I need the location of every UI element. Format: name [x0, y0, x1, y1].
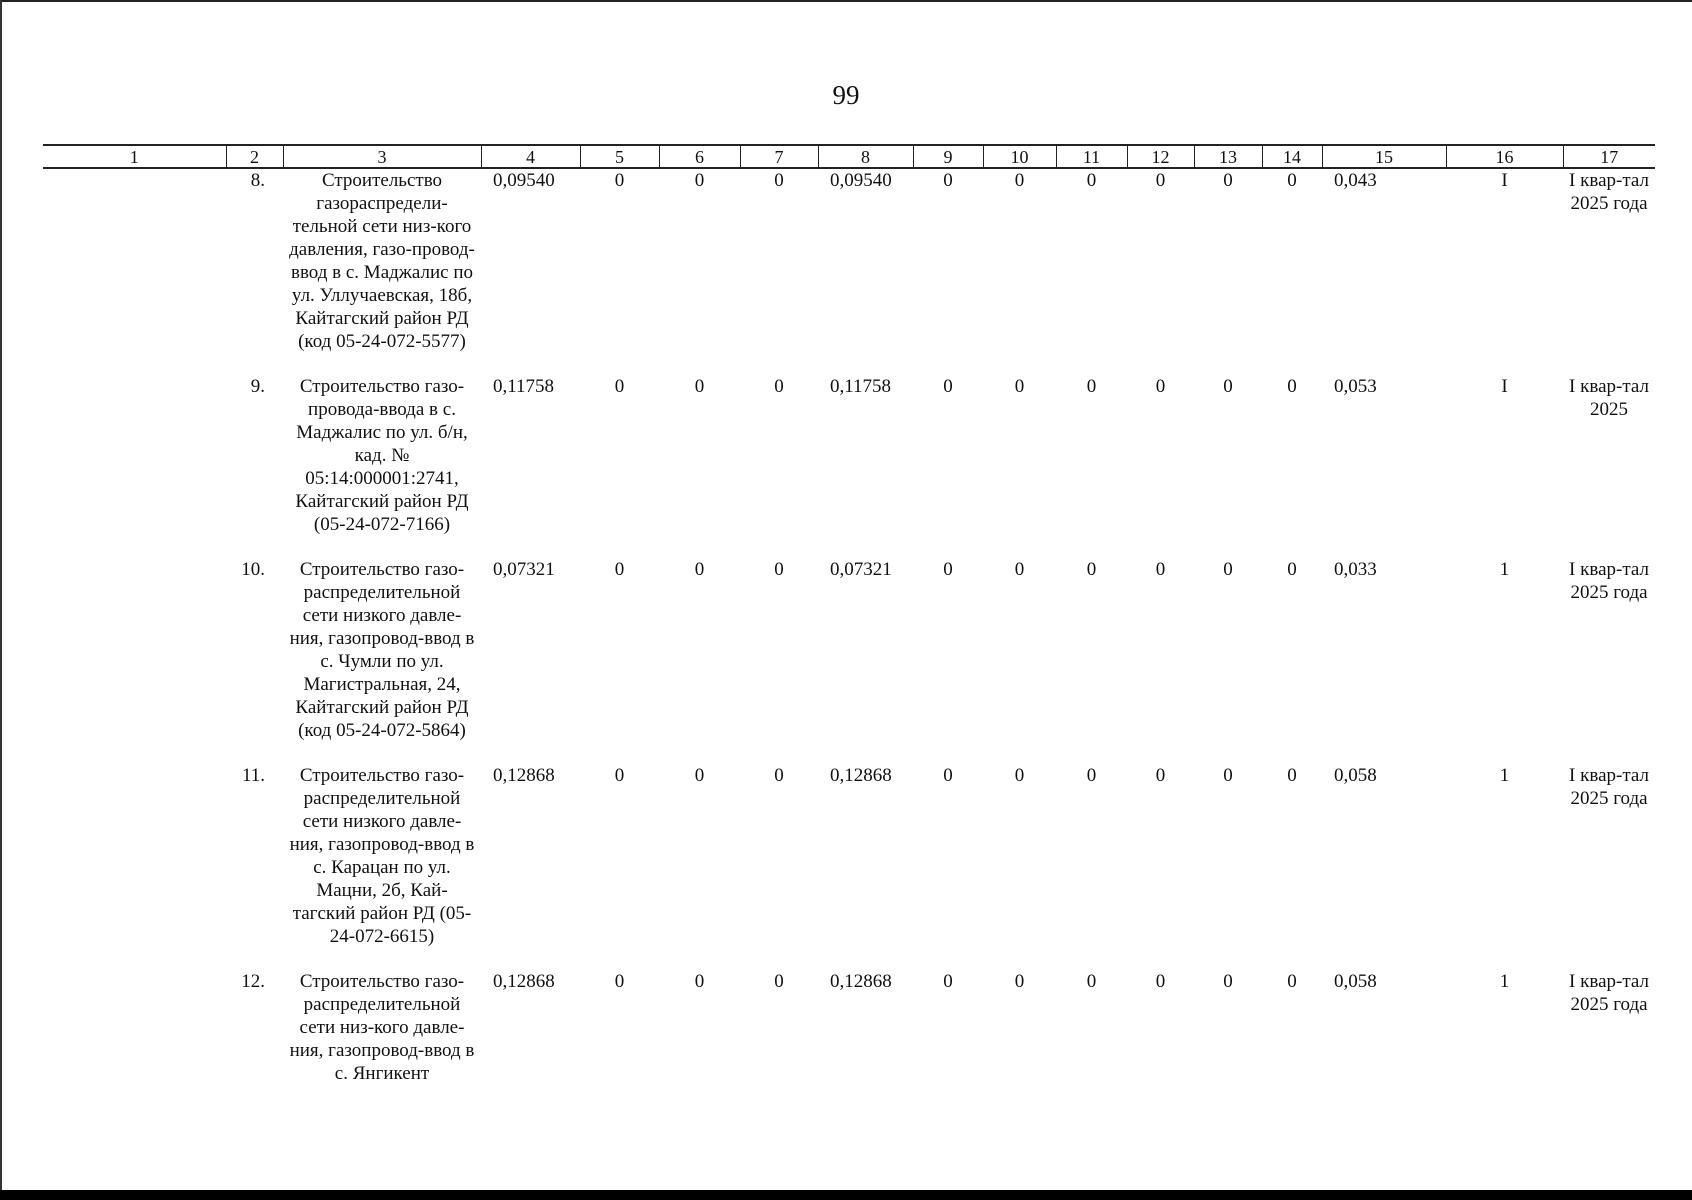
column-header: 2 — [226, 145, 283, 168]
table-row — [43, 970, 1655, 1085]
table-row — [43, 764, 1655, 948]
cell-col10: 0 — [1014, 765, 1025, 786]
cell-col16: 1 — [1499, 765, 1510, 786]
cell-col12: 0 — [1155, 170, 1166, 191]
cell-col10: 0 — [1014, 376, 1025, 397]
cell-col1 — [43, 168, 226, 353]
cell-col6: 0 — [694, 971, 705, 992]
completion-period: I квар-тал 2025 — [1569, 376, 1649, 420]
cell-col11: 0 — [1086, 971, 1097, 992]
cell-col6: 0 — [694, 170, 705, 191]
column-header: 12 — [1127, 145, 1194, 168]
column-header: 14 — [1262, 145, 1322, 168]
row-number: 9. — [250, 376, 265, 397]
cell-col7: 0 — [774, 170, 784, 191]
column-header: 16 — [1446, 145, 1563, 168]
object-description: Строительство газо-распределительной сети низкого давле-ния, газопровод-ввод в с. Карацан по ул. Мацни, 2б, Кай-тагский район РД (05-24-072-6615) — [289, 765, 475, 947]
completion-period: I квар-тал 2025 года — [1569, 559, 1649, 603]
column-header: 8 — [818, 145, 913, 168]
column-header: 4 — [481, 145, 580, 168]
cell-col15: 0,058 — [1334, 765, 1377, 786]
cell-col16: I — [1501, 376, 1508, 397]
row-spacer — [43, 536, 1655, 558]
cell-col12: 0 — [1155, 559, 1166, 580]
column-header: 7 — [740, 145, 818, 168]
cell-col5: 0 — [614, 559, 625, 580]
row-number: 12. — [241, 971, 265, 992]
cell-col9: 0 — [943, 376, 953, 397]
cell-col8: 0,11758 — [830, 376, 892, 397]
column-header: 11 — [1056, 145, 1127, 168]
cell-col14: 0 — [1287, 376, 1297, 397]
table-row — [43, 375, 1655, 536]
row-spacer — [43, 742, 1655, 764]
row-spacer — [43, 353, 1655, 375]
row-number: 8. — [250, 170, 265, 191]
column-header: 6 — [659, 145, 740, 168]
cell-col7: 0 — [774, 765, 784, 786]
completion-period: I квар-тал 2025 года — [1569, 971, 1649, 1015]
cell-col6: 0 — [694, 376, 705, 397]
cell-col13: 0 — [1223, 170, 1233, 191]
cell-col9: 0 — [943, 170, 953, 191]
cell-col16: 1 — [1499, 559, 1510, 580]
cell-col4: 0,12868 — [493, 765, 555, 786]
investment-table — [43, 144, 1655, 1085]
cell-col14: 0 — [1287, 971, 1297, 992]
completion-period: I квар-тал 2025 года — [1569, 765, 1649, 809]
cell-col16: 1 — [1499, 971, 1510, 992]
cell-col5: 0 — [614, 376, 625, 397]
object-description: Строительство газо-провода-ввода в с. Маджалис по ул. б/н, кад. № 05:14:000001:2741, Кайтагский район РД (05-24-072-7166) — [295, 376, 469, 535]
cell-col11: 0 — [1086, 170, 1097, 191]
column-header: 17 — [1563, 145, 1655, 168]
cell-col9: 0 — [943, 971, 953, 992]
cell-col12: 0 — [1155, 971, 1166, 992]
cell-col16: I — [1501, 170, 1508, 191]
cell-col4: 0,11758 — [493, 376, 555, 397]
row-number: 10. — [241, 559, 265, 580]
cell-col12: 0 — [1155, 765, 1166, 786]
column-header: 5 — [580, 145, 659, 168]
cell-col4: 0,07321 — [493, 559, 555, 580]
row-number: 11. — [241, 765, 265, 786]
table-header-row — [43, 145, 1655, 168]
cell-col13: 0 — [1223, 376, 1233, 397]
page-bottom-border — [0, 1190, 1692, 1200]
cell-col11: 0 — [1086, 376, 1097, 397]
cell-col8: 0,07321 — [830, 559, 892, 580]
cell-col5: 0 — [614, 765, 625, 786]
cell-col8: 0,09540 — [830, 170, 892, 191]
cell-col13: 0 — [1223, 559, 1233, 580]
column-header: 3 — [283, 145, 481, 168]
completion-period: I квар-тал 2025 года — [1569, 170, 1649, 214]
cell-col7: 0 — [774, 559, 784, 580]
cell-col11: 0 — [1086, 559, 1097, 580]
page-left-border — [0, 0, 2, 1200]
cell-col12: 0 — [1155, 376, 1166, 397]
column-header: 9 — [913, 145, 983, 168]
cell-col10: 0 — [1014, 559, 1025, 580]
cell-col4: 0,09540 — [493, 170, 555, 191]
page-top-border — [0, 0, 1692, 2]
cell-col4: 0,12868 — [493, 971, 555, 992]
object-description: Строительство газо-распределительной сети низкого давле-ния, газопровод-ввод в с. Чумли по ул. Магистральная, 24, Кайтагский район РД (код 05-24-072-5864) — [289, 559, 475, 741]
cell-col8: 0,12868 — [830, 765, 892, 786]
table-row — [43, 558, 1655, 742]
cell-col1 — [43, 764, 226, 948]
cell-col15: 0,058 — [1334, 971, 1377, 992]
cell-col13: 0 — [1223, 971, 1233, 992]
column-header: 15 — [1322, 145, 1446, 168]
cell-col1 — [43, 558, 226, 742]
cell-col5: 0 — [614, 170, 625, 191]
cell-col14: 0 — [1287, 170, 1297, 191]
cell-col13: 0 — [1223, 765, 1233, 786]
cell-col15: 0,033 — [1334, 559, 1377, 580]
object-description: Строительство газораспредели-тельной сети низ-кого давления, газо-провод-ввод в с. Маджалис по ул. Уллучаевская, 18б, Кайтагский район РД (код 05-24-072-5577) — [289, 170, 475, 352]
cell-col10: 0 — [1014, 170, 1025, 191]
cell-col7: 0 — [774, 971, 784, 992]
cell-col15: 0,053 — [1334, 376, 1377, 397]
cell-col8: 0,12868 — [830, 971, 892, 992]
cell-col6: 0 — [694, 765, 705, 786]
cell-col11: 0 — [1086, 765, 1097, 786]
cell-col1 — [43, 970, 226, 1085]
cell-col9: 0 — [943, 765, 953, 786]
cell-col9: 0 — [943, 559, 953, 580]
cell-col7: 0 — [774, 376, 784, 397]
table-row — [43, 168, 1655, 353]
cell-col1 — [43, 375, 226, 536]
cell-col5: 0 — [614, 971, 625, 992]
cell-col6: 0 — [694, 559, 705, 580]
column-header: 10 — [983, 145, 1056, 168]
page-number: 99 — [832, 80, 860, 110]
cell-col14: 0 — [1287, 559, 1297, 580]
column-header: 1 — [43, 145, 226, 168]
row-spacer — [43, 948, 1655, 970]
column-header: 13 — [1194, 145, 1262, 168]
cell-col15: 0,043 — [1334, 170, 1377, 191]
cell-col10: 0 — [1014, 971, 1025, 992]
object-description: Строительство газо-распределительной сети низ-кого давле-ния, газопровод-ввод в с. Янгикент — [289, 971, 475, 1084]
cell-col14: 0 — [1287, 765, 1297, 786]
